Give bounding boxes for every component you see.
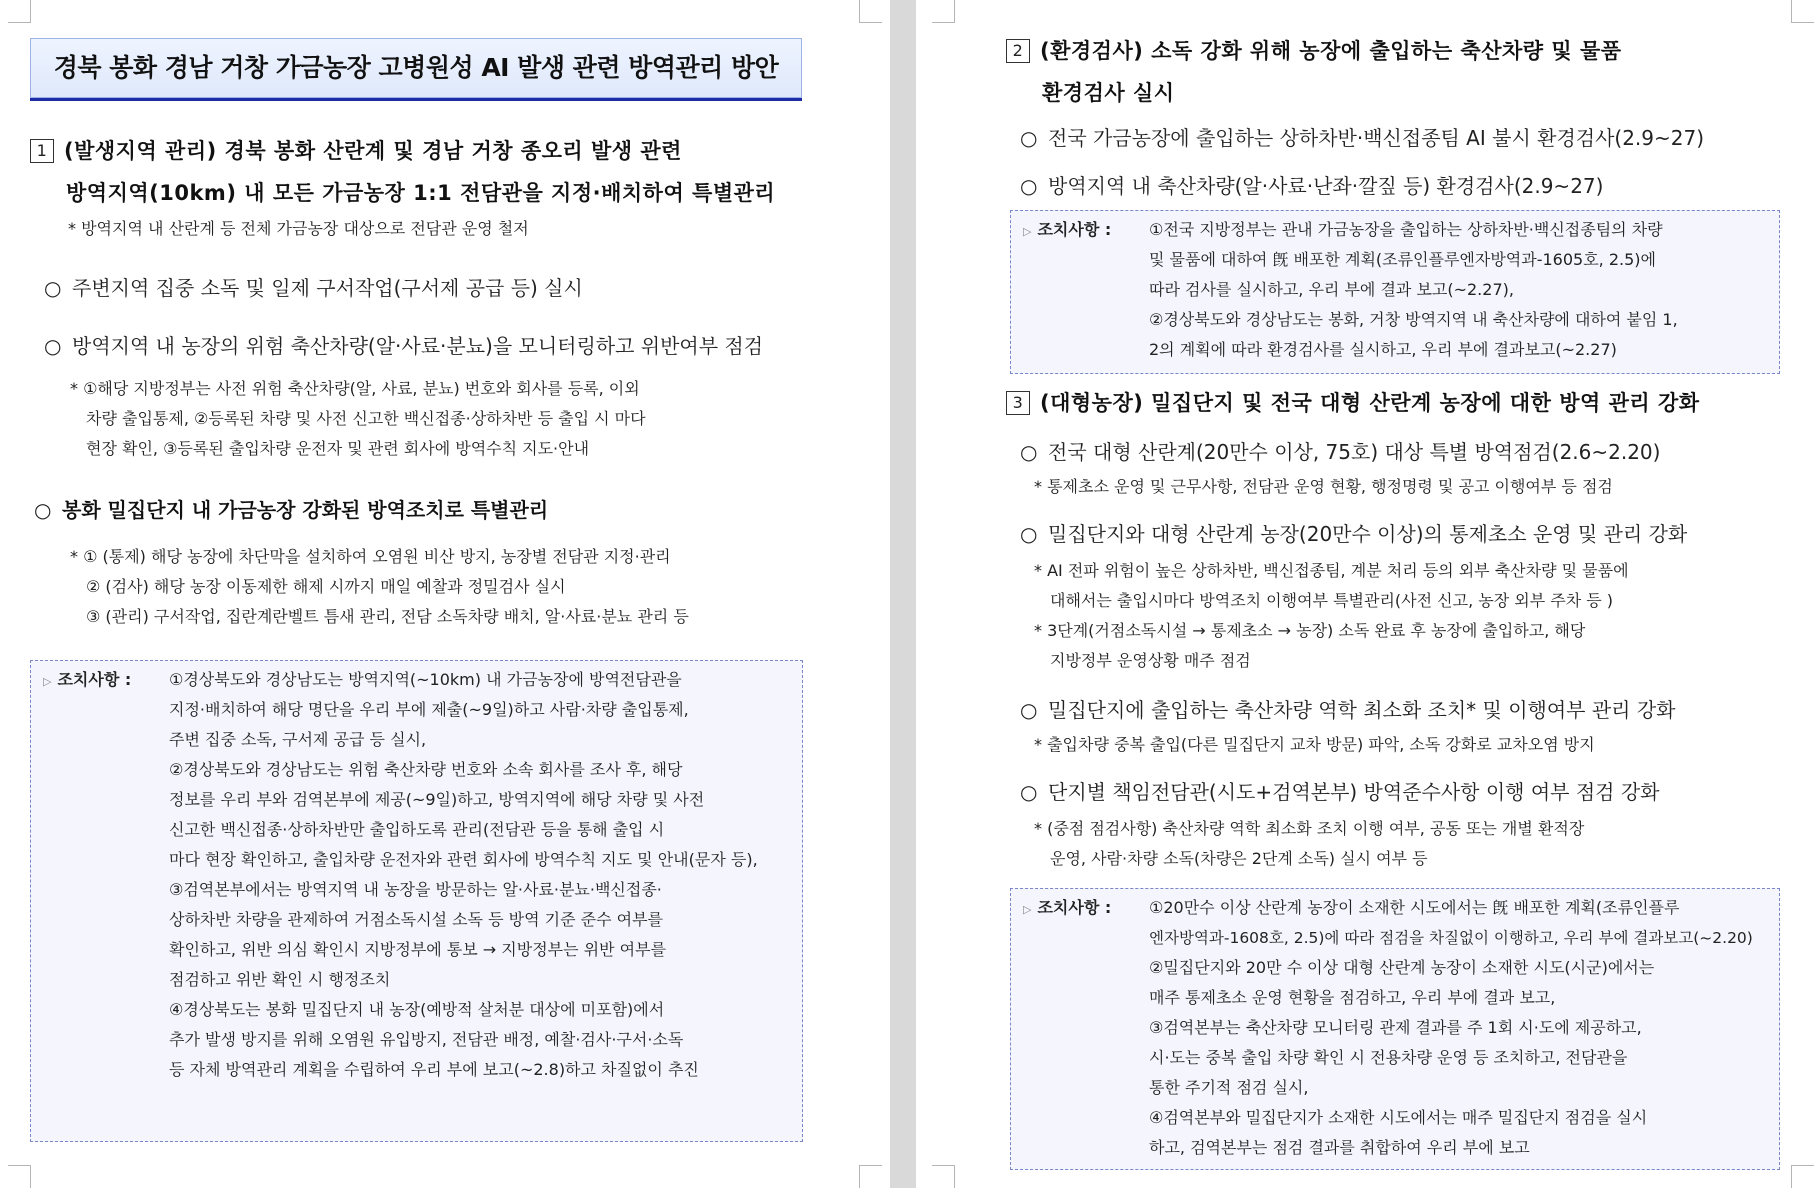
crop-mark: [8, 1165, 31, 1188]
note-line: 현장 확인, ③등록된 출입차량 운전자 및 관련 회사에 방역수칙 지도·안내: [86, 439, 590, 458]
crop-mark: [8, 0, 31, 23]
action-line: 주변 집중 소독, 구서제 공급 등 실시,: [169, 730, 427, 749]
bullet-icon: ○: [34, 498, 52, 522]
subsection-3-4: [1020, 772, 1800, 812]
section-heading: (발생지역 관리) 경북 봉화 산란계 및 경남 거창 종오리 발생 관련: [64, 139, 682, 163]
subsection-text: 단지별 책임전담관(시도+검역본부) 방역준수사항 이행 여부 점검 강화: [1048, 780, 1660, 804]
triangle-icon: ▷: [1023, 225, 1032, 238]
section-heading: (대형농장) 밀집단지 및 전국 대형 산란계 농장에 대한 방역 관리 강화: [1040, 391, 1700, 415]
subsection-1-3-note: [70, 542, 830, 632]
bullet-icon: ○: [1020, 780, 1038, 804]
subsection-1-2-note: [70, 374, 830, 464]
page-gutter: [890, 0, 916, 1188]
document-page-left: [0, 0, 890, 1188]
action-line: 지정·배치하여 해당 명단을 우리 부에 제출(~9일)하고 사람·차량 출입통제,: [169, 700, 689, 719]
section-heading-cont: 환경검사 실시: [1042, 81, 1175, 105]
subsection-note: * 출입차량 중복 출입(다른 밀집단지 교차 방문) 파악, 소독 강화로 교차오염 방지: [1034, 735, 1595, 754]
subsection-3-1: [1020, 432, 1800, 502]
action-line: ①경상북도와 경상남도는 방역지역(~10km) 내 가금농장에 방역전담관을: [169, 670, 682, 689]
action-line: 및 물품에 대하여 旣 배포한 계획(조류인플루엔자방역과-1605호, 2.5)에: [1149, 250, 1656, 269]
action-line: ①전국 지방정부는 관내 가금농장을 출입하는 상하차반·백신접종팀의 차량: [1149, 220, 1663, 239]
subsection-text: 밀집단지에 출입하는 축산차량 역학 최소화 조치* 및 이행여부 관리 강화: [1048, 698, 1676, 722]
subsection-text: 밀집단지와 대형 산란계 농장(20만수 이상)의 통제초소 운영 및 관리 강화: [1048, 522, 1688, 546]
subsection-2-1: [1020, 118, 1800, 158]
bullet-icon: ○: [1020, 174, 1038, 198]
note-line: ② (검사) 해당 농장 이동제한 해제 시까지 매일 예찰과 정밀검사 실시: [86, 577, 566, 596]
bullet-icon: ○: [1020, 522, 1038, 546]
action-text: [169, 665, 792, 1085]
action-line: ④경상북도는 봉화 밀집단지 내 농장(예방적 살처분 대상에 미포함)에서: [169, 1000, 665, 1019]
action-line: 마다 현장 확인하고, 출입차량 운전자와 관련 회사에 방역수칙 지도 및 안내(문자 등),: [169, 850, 758, 869]
action-line: 정보를 우리 부와 검역본부에 제공(~9일)하고, 방역지역에 해당 차량 및 사전: [169, 790, 705, 809]
subsection-text: 전국 대형 산란계(20만수 이상, 75호) 대상 특별 방역점검(2.6~2.20): [1048, 440, 1661, 464]
section-number: 3: [1006, 391, 1030, 415]
crop-mark: [859, 0, 882, 23]
section-heading-cont: 방역지역(10km) 내 모든 가금농장 1:1 전담관을 지정·배치하여 특별관리: [66, 181, 776, 205]
section-2: [1006, 30, 1806, 114]
crop-mark: [932, 0, 955, 23]
action-label: 조치사항 :: [1037, 898, 1112, 917]
section-number: 2: [1006, 39, 1030, 63]
subsection-3-2: [1020, 514, 1800, 554]
triangle-icon: ▷: [1023, 903, 1032, 916]
action-line: ①20만수 이상 산란계 농장이 소재한 시도에서는 旣 배포한 계획(조류인플루: [1149, 898, 1680, 917]
section-number: 1: [30, 139, 54, 163]
section-heading: (환경검사) 소독 강화 위해 농장에 출입하는 축산차량 및 물품: [1040, 39, 1622, 63]
subsection-2-2: [1020, 166, 1800, 206]
note-line: * ① (통제) 해당 농장에 차단막을 설치하여 오염원 비산 방지, 농장별 전담관 지정·관리: [70, 547, 671, 566]
action-line: ③검역본부는 축산차량 모니터링 관제 결과를 주 1회 시·도에 제공하고,: [1149, 1018, 1642, 1037]
action-box-1: [30, 660, 803, 1142]
action-line: ③검역본부에서는 방역지역 내 농장을 방문하는 알·사료·분뇨·백신접종·: [169, 880, 662, 899]
note-line: * (중점 점검사항) 축산차량 역학 최소화 조치 이행 여부, 공동 또는 개별 환적장: [1034, 819, 1585, 838]
bullet-icon: ○: [44, 334, 62, 358]
action-box-3: [1010, 888, 1780, 1170]
note-line: 운영, 사람·차량 소독(차량은 2단계 소독) 실시 여부 등: [1050, 849, 1428, 868]
action-text: [1149, 893, 1769, 1163]
action-text: [1149, 215, 1769, 365]
action-line: 추가 발생 방지를 위해 오염원 유입방지, 전담관 배정, 예찰·검사·구서·소독: [169, 1030, 684, 1049]
document-page-right: [916, 0, 1820, 1188]
bullet-icon: ○: [1020, 698, 1038, 722]
subsection-1-3: [34, 490, 824, 530]
subsection-text: 주변지역 집중 소독 및 일제 구서작업(구서제 공급 등) 실시: [72, 276, 583, 300]
note-line: 차량 출입통제, ②등록된 차량 및 사전 신고한 백신접종·상하차반 등 출입 시 마다: [86, 409, 646, 428]
action-line: ②경상북도와 경상남도는 봉화, 거창 방역지역 내 축산차량에 대하여 붙임 1,: [1149, 310, 1678, 329]
bullet-icon: ○: [1020, 126, 1038, 150]
crop-mark: [859, 1165, 882, 1188]
crop-mark: [932, 1165, 955, 1188]
action-line: ②경상북도와 경상남도는 위험 축산차량 번호와 소속 회사를 조사 후, 해당: [169, 760, 683, 779]
action-line: 매주 통제초소 운영 현황을 점검하고, 우리 부에 결과 보고,: [1149, 988, 1556, 1007]
document-title: 경북 봉화 경남 거창 가금농장 고병원성 AI 발생 관련 방역관리 방안: [30, 38, 802, 98]
bullet-icon: ○: [44, 276, 62, 300]
note-line: * ①해당 지방정부는 사전 위험 축산차량(알, 사료, 분뇨) 번호와 회사를 등록, 이외: [70, 379, 640, 398]
triangle-icon: ▷: [43, 675, 52, 688]
crop-mark: [1791, 1165, 1814, 1188]
action-line: 엔자방역과-1608호, 2.5)에 따라 점검을 차질없이 이행하고, 우리 부에 결과보고(~2.20): [1149, 929, 1753, 947]
action-label: 조치사항 :: [57, 670, 132, 689]
action-line: ②밀집단지와 20만 수 이상 대형 산란계 농장이 소재한 시도(시군)에서는: [1149, 958, 1655, 977]
action-box-2: [1010, 210, 1780, 374]
subsection-text: 봉화 밀집단지 내 가금농장 강화된 방역조치로 특별관리: [62, 498, 549, 522]
subsection-note: * 통제초소 운영 및 근무사항, 전담관 운영 현황, 행정명령 및 공고 이행여부 등 점검: [1034, 477, 1613, 496]
action-line: 확인하고, 위반 의심 확인시 지방정부에 통보 → 지방정부는 위반 여부를: [169, 940, 667, 959]
subsection-text: 방역지역 내 축산차량(알·사료·난좌·깔짚 등) 환경검사(2.9~27): [1048, 174, 1604, 198]
crop-mark: [1791, 0, 1814, 23]
subsection-1-1: [44, 268, 824, 308]
note-line: 지방정부 운영상황 매주 점검: [1050, 651, 1251, 670]
subsection-text: 방역지역 내 농장의 위험 축산차량(알·사료·분뇨)을 모니터링하고 위반여부 점검: [72, 334, 764, 358]
note-line: * 3단계(거점소독시설 → 통제초소 → 농장) 소독 완료 후 농장에 출입하고, 해당: [1034, 621, 1586, 640]
action-line: 따라 검사를 실시하고, 우리 부에 결과 보고(~2.27),: [1149, 280, 1514, 299]
action-line: 2의 계획에 따라 환경검사를 실시하고, 우리 부에 결과보고(~2.27): [1149, 340, 1617, 359]
note-line: * AI 전파 위험이 높은 상하차반, 백신접종팀, 계분 처리 등의 외부 축산차량 및 물품에: [1034, 561, 1629, 580]
section-1: [30, 130, 820, 244]
action-label: 조치사항 :: [1037, 220, 1112, 239]
subsection-3-2-notes: [1034, 556, 1804, 676]
section-note: * 방역지역 내 산란계 등 전체 가금농장 대상으로 전담관 운영 철저: [68, 219, 529, 238]
note-line: ③ (관리) 구서작업, 집란계란벨트 틈새 관리, 전담 소독차량 배치, 알·사료·분뇨 관리 등: [86, 607, 689, 626]
action-line: 통한 주기적 점검 실시,: [1149, 1078, 1309, 1097]
action-line: 상하차반 차량을 관제하여 거점소독시설 소독 등 방역 기준 준수 여부를: [169, 910, 663, 929]
action-line: 점검하고 위반 확인 시 행정조치: [169, 970, 391, 989]
action-line: 시·도는 중복 출입 차량 확인 시 전용차량 운영 등 조치하고, 전담관을: [1149, 1048, 1628, 1067]
section-3: [1006, 382, 1806, 424]
action-line: 등 자체 방역관리 계획을 수립하여 우리 부에 보고(~2.8)하고 차질없이 추진: [169, 1060, 699, 1079]
action-line: 하고, 검역본부는 점검 결과를 취합하여 우리 부에 보고: [1149, 1138, 1530, 1157]
subsection-text: 전국 가금농장에 출입하는 상하차반·백신접종팀 AI 불시 환경검사(2.9~27): [1048, 126, 1705, 150]
bullet-icon: ○: [1020, 440, 1038, 464]
subsection-1-2: [44, 326, 834, 366]
action-line: 신고한 백신접종·상하차반만 출입하도록 관리(전담관 등을 통해 출입 시: [169, 820, 665, 839]
note-line: 대해서는 출입시마다 방역조치 이행여부 특별관리(사전 신고, 농장 외부 주차 등 ): [1050, 591, 1614, 610]
action-line: ④검역본부와 밀집단지가 소재한 시도에서는 매주 밀집단지 점검을 실시: [1149, 1108, 1648, 1127]
subsection-3-4-notes: [1034, 814, 1804, 874]
subsection-3-3: [1020, 690, 1800, 760]
